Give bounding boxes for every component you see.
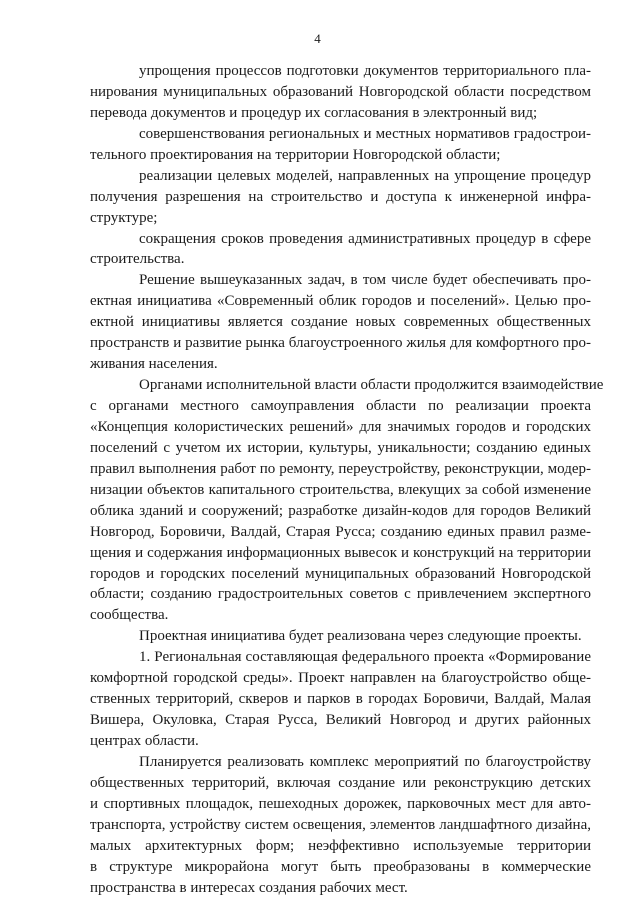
text-line: получения разрешения на строительство и доступа к инженерной инфра- bbox=[90, 188, 591, 205]
text-line: строительства. bbox=[90, 251, 185, 268]
text-line: Планируется реализовать комплекс мероприятий по благоустройству bbox=[139, 753, 591, 770]
text-line: центрах области. bbox=[90, 733, 199, 749]
text-line: Проектная инициатива будет реализована через следующие проекты. bbox=[139, 628, 582, 645]
text-line: нирования муниципальных образований Новгородской области посредством bbox=[90, 83, 591, 100]
text-line: Решение вышеуказанных задач, в том числе будет обеспечивать про- bbox=[139, 272, 591, 289]
text-line: городов и городских поселений муниципальных образований Новгородской bbox=[90, 565, 591, 582]
text-line: реализации целевых моделей, направленных на упрощение процедур bbox=[139, 167, 591, 184]
paragraph bbox=[90, 647, 591, 752]
text-line: пространств и развитие рынка благоустроенного жилья для комфортного про- bbox=[90, 335, 591, 352]
text-line: комфортной городской среды». Проект направлен на благоустройство обще- bbox=[90, 670, 591, 687]
page-number: 4 bbox=[314, 31, 321, 46]
paragraph bbox=[90, 270, 591, 375]
text-line: Вишера, Окуловка, Старая Русса, Великий Новгород и других районных bbox=[90, 712, 591, 729]
text-line: щения и содержания информационных вывесок и конструкций на территории bbox=[90, 544, 591, 561]
text-line: и спортивных площадок, пешеходных дорожек, парковочных мест для авто- bbox=[90, 795, 591, 812]
text-line: общественных территорий, включая создание или реконструкцию детских bbox=[90, 774, 591, 791]
text-line: ектная инициатива «Современный облик городов и поселений». Целью про- bbox=[90, 293, 591, 310]
text-line: совершенствования региональных и местных нормативов градострои- bbox=[139, 125, 591, 142]
text-line: сокращения сроков проведения административных процедур в сфере bbox=[139, 230, 591, 247]
text-line: «Концепция колористических решений» для значимых городов и городских bbox=[90, 418, 591, 435]
text-line: малых архитектурных форм; неэффективно используемые территории bbox=[90, 837, 591, 854]
text-line: Новгород, Боровичи, Валдай, Старая Русса; созданию единых правил разме- bbox=[90, 523, 591, 540]
text-line: сообщества. bbox=[90, 607, 169, 624]
paragraph bbox=[90, 375, 604, 626]
text-line: ственных территорий, скверов и парков в городах Боровичи, Валдай, Малая bbox=[90, 691, 591, 708]
paragraph bbox=[90, 61, 591, 124]
text-line: с органами местного самоуправления области по реализации проекта bbox=[90, 398, 591, 414]
paragraph bbox=[90, 229, 591, 271]
text-line: тельного проектирования на территории Новгородской области; bbox=[90, 146, 501, 163]
text-line: живания населения. bbox=[90, 356, 218, 373]
paragraph bbox=[90, 166, 591, 229]
text-line: ектной инициативы является создание новых современных общественных bbox=[90, 314, 591, 331]
paragraph bbox=[90, 626, 591, 647]
text-line: облика зданий и сооружений; разработке дизайн-кодов для городов Великий bbox=[90, 502, 591, 519]
text-line: в структуре микрорайона могут быть преобразованы в коммерческие bbox=[90, 858, 591, 875]
body-text bbox=[90, 61, 604, 899]
paragraph bbox=[90, 124, 591, 166]
text-line: области; созданию градостроительных советов с привлечением экспертного bbox=[90, 586, 591, 603]
text-line: пространства в интересах создания рабочих мест. bbox=[90, 879, 408, 896]
text-line: низации объектов капитального строительства, влекущих за собой изменение bbox=[90, 481, 591, 498]
text-line: перевода документов и процедур их согласования в электронный вид; bbox=[90, 104, 538, 121]
text-line: Органами исполнительной власти области продолжится взаимодействие bbox=[139, 377, 604, 394]
paragraph bbox=[90, 752, 591, 899]
text-line: упрощения процессов подготовки документов территориального пла- bbox=[139, 63, 591, 79]
text-line: поселений с учетом их истории, культуры, уникальности; созданию единых bbox=[90, 439, 591, 456]
text-line: 1. Региональная составляющая федерального проекта «Формирование bbox=[139, 649, 591, 666]
text-line: правил выполнения работ по ремонту, переустройству, реконструкции, модер- bbox=[90, 460, 591, 477]
text-line: транспорта, устройству систем освещения, элементов ландшафтного дизайна, bbox=[90, 816, 591, 833]
text-line: структуре; bbox=[90, 209, 158, 226]
